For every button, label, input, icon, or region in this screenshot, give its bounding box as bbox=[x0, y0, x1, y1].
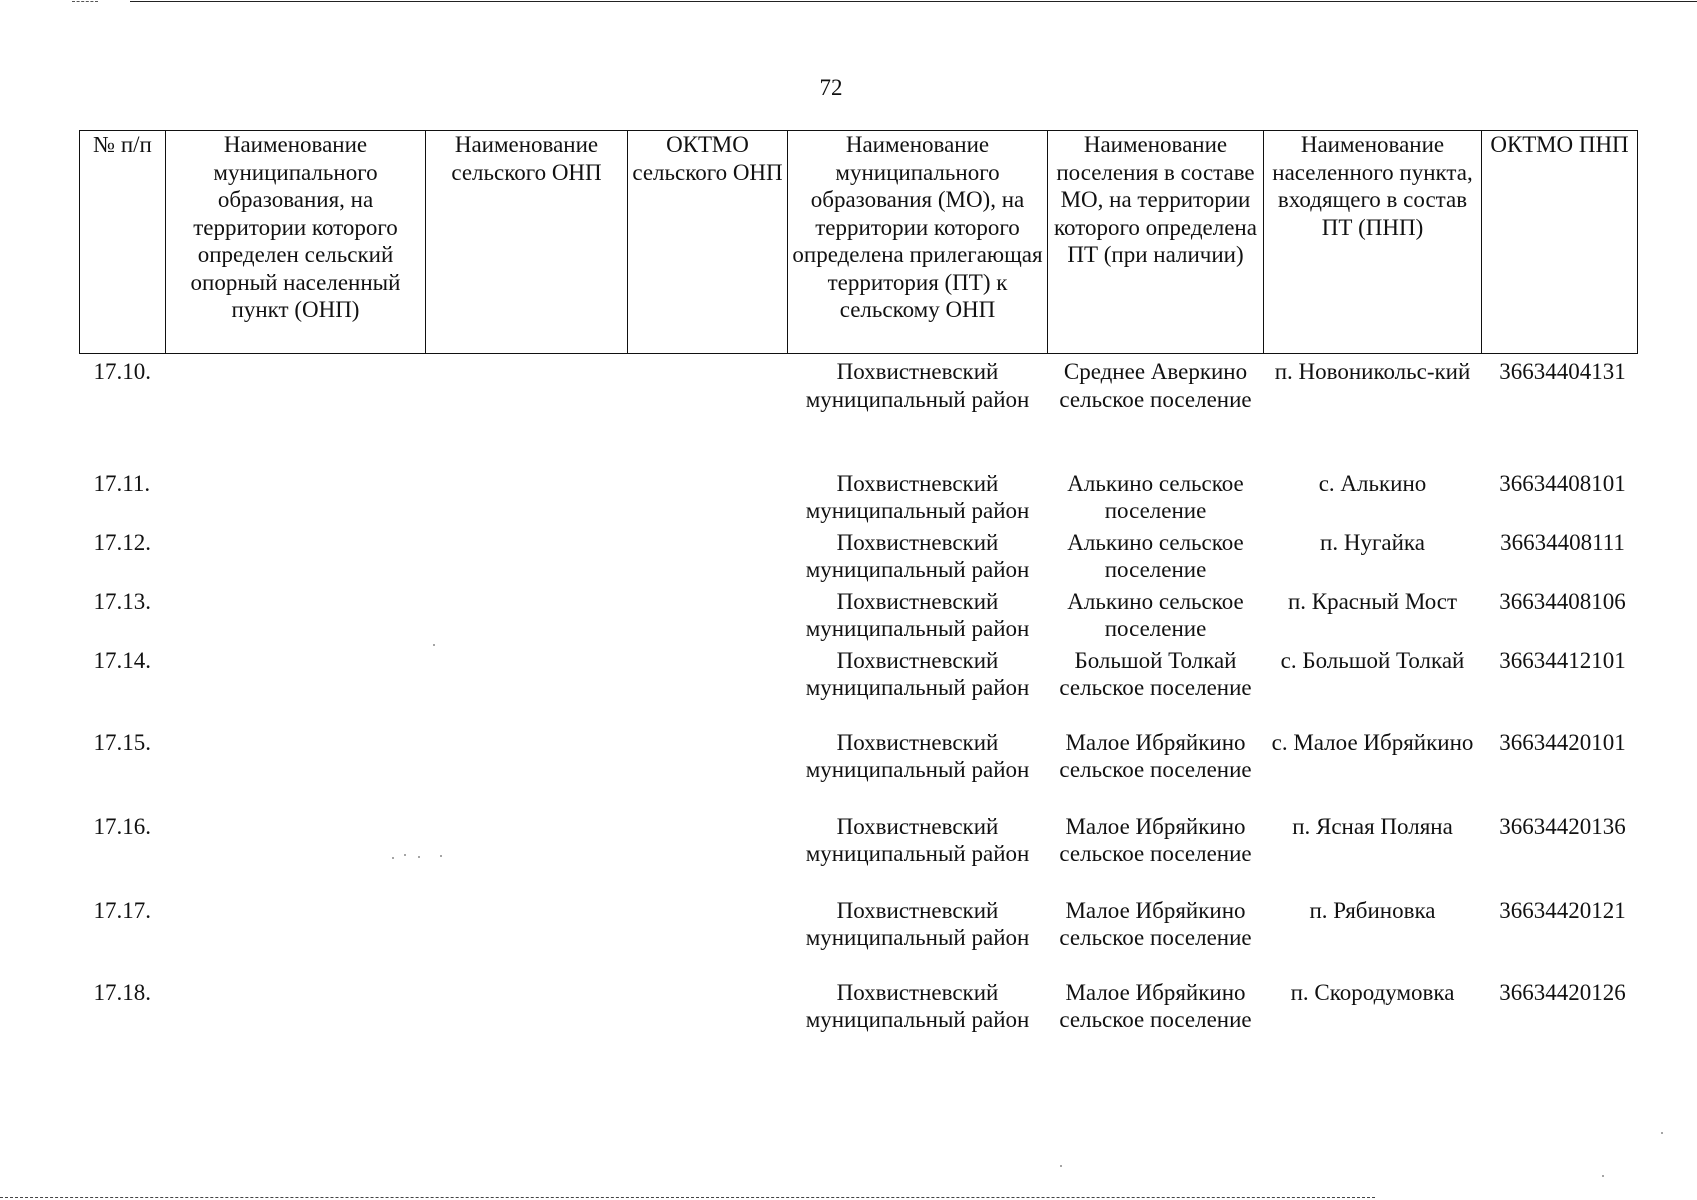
row-adjacent-mo: Похвистневский муниципальный район bbox=[805, 729, 1030, 782]
row-number: 17.12. bbox=[93, 529, 151, 555]
row-settlement: Малое Ибряйкино сельское поселение bbox=[1059, 813, 1252, 866]
row-onp-oktmo bbox=[628, 466, 788, 525]
row-settlement: Алькино сельское поселение bbox=[1067, 588, 1244, 641]
scan-speck bbox=[440, 855, 442, 857]
scan-speck bbox=[1060, 1165, 1062, 1167]
row-onp-oktmo bbox=[628, 893, 788, 975]
scan-top-dash bbox=[72, 1, 98, 2]
row-onp-name bbox=[426, 893, 628, 975]
row-number: 17.16. bbox=[93, 813, 151, 839]
table-row bbox=[80, 584, 1638, 643]
header-pnp-oktmo: ОКТМО ПНП bbox=[1482, 131, 1638, 354]
row-locality: с. Малое Ибряйкино bbox=[1271, 729, 1474, 755]
row-pnp-oktmo: 36634404131 bbox=[1499, 359, 1626, 384]
row-locality: с. Алькино bbox=[1318, 470, 1427, 496]
row-municipality bbox=[166, 466, 426, 525]
row-pnp-oktmo: 36634420136 bbox=[1499, 813, 1626, 839]
row-onp-name bbox=[426, 975, 628, 1055]
row-onp-oktmo bbox=[628, 643, 788, 725]
table-row bbox=[80, 893, 1638, 975]
table-header-row bbox=[80, 131, 1638, 354]
row-adjacent-mo: Похвистневский муниципальный район bbox=[805, 470, 1030, 523]
table-row bbox=[80, 809, 1638, 893]
row-locality: п. Нугайка bbox=[1320, 529, 1425, 555]
row-locality: с. Большой Толкай bbox=[1280, 647, 1465, 673]
table-row bbox=[80, 643, 1638, 725]
scan-bottom-rule bbox=[0, 1197, 1375, 1198]
row-adjacent-mo: Похвистневский муниципальный район bbox=[805, 529, 1030, 582]
row-onp-name bbox=[426, 643, 628, 725]
header-settlement: Наименование поселения в составе МО, на территории которого определена ПТ (при наличии) bbox=[1048, 131, 1264, 354]
header-adjacent-mo: Наименование муниципального образования (МО), на территории которого определена прилегающая территория (ПТ) к сельскому ОНП bbox=[788, 131, 1048, 354]
row-adjacent-mo: Похвистневский муниципальный район bbox=[805, 979, 1030, 1032]
row-onp-name bbox=[426, 354, 628, 466]
row-settlement: Малое Ибряйкино сельское поселение bbox=[1059, 979, 1252, 1032]
row-pnp-oktmo: 36634408111 bbox=[1500, 529, 1625, 555]
scan-speck bbox=[392, 857, 394, 859]
row-locality: п. Ясная Поляна bbox=[1292, 813, 1453, 839]
table-row bbox=[80, 525, 1638, 584]
row-number: 17.17. bbox=[93, 897, 151, 923]
row-onp-name bbox=[426, 466, 628, 525]
settlements-table bbox=[79, 130, 1638, 1055]
header-number: № п/п bbox=[80, 131, 166, 354]
row-municipality bbox=[166, 525, 426, 584]
scan-speck bbox=[418, 856, 420, 858]
row-onp-name bbox=[426, 525, 628, 584]
row-onp-oktmo bbox=[628, 354, 788, 466]
row-pnp-oktmo: 36634420121 bbox=[1499, 897, 1626, 923]
row-pnp-oktmo: 36634408101 bbox=[1499, 470, 1626, 496]
scan-speck bbox=[1661, 1132, 1663, 1134]
row-municipality bbox=[166, 354, 426, 466]
row-number: 17.15. bbox=[93, 729, 151, 755]
row-settlement: Большой Толкай сельское поселение bbox=[1059, 647, 1252, 700]
row-municipality bbox=[166, 725, 426, 809]
row-settlement: Малое Ибряйкино сельское поселение bbox=[1059, 729, 1252, 782]
row-onp-oktmo bbox=[628, 525, 788, 584]
row-municipality bbox=[166, 643, 426, 725]
header-locality: Наименование населенного пункта, входящего в состав ПТ (ПНП) bbox=[1264, 131, 1482, 354]
row-settlement: Среднее Аверкино сельское поселение bbox=[1059, 359, 1252, 412]
row-number: 17.18. bbox=[93, 979, 151, 1005]
row-number: 17.14. bbox=[93, 647, 151, 673]
row-locality: п. Новоникольс-кий bbox=[1274, 359, 1471, 384]
table-row bbox=[80, 725, 1638, 809]
row-onp-oktmo bbox=[628, 809, 788, 893]
table-row bbox=[80, 466, 1638, 525]
header-municipality: Наименование муниципального образования, на территории которого определен сельский опорный населенный пункт (ОНП) bbox=[166, 131, 426, 354]
row-onp-oktmo bbox=[628, 725, 788, 809]
scan-top-rule bbox=[130, 1, 1697, 2]
page-number: 72 bbox=[819, 75, 843, 100]
scan-speck bbox=[433, 644, 435, 646]
row-onp-name bbox=[426, 584, 628, 643]
row-adjacent-mo: Похвистневский муниципальный район bbox=[805, 897, 1030, 950]
row-settlement: Малое Ибряйкино сельское поселение bbox=[1059, 897, 1252, 950]
scan-speck bbox=[1602, 1175, 1604, 1177]
row-number: 17.11. bbox=[93, 470, 151, 496]
row-number: 17.10. bbox=[93, 359, 151, 384]
row-pnp-oktmo: 36634412101 bbox=[1499, 647, 1626, 673]
row-number: 17.13. bbox=[93, 588, 151, 614]
row-adjacent-mo: Похвистневский муниципальный район bbox=[805, 588, 1030, 641]
row-adjacent-mo: Похвистневский муниципальный район bbox=[805, 359, 1030, 412]
header-onp-oktmo: ОКТМО сельского ОНП bbox=[628, 131, 788, 354]
row-locality: п. Красный Мост bbox=[1287, 588, 1458, 614]
header-rural-onp-name: Наименование сельского ОНП bbox=[426, 131, 628, 354]
row-pnp-oktmo: 36634420101 bbox=[1499, 729, 1626, 755]
row-municipality bbox=[166, 893, 426, 975]
scan-speck bbox=[404, 854, 406, 856]
row-locality: п. Скородумовка bbox=[1290, 979, 1455, 1005]
row-municipality bbox=[166, 584, 426, 643]
row-onp-oktmo bbox=[628, 584, 788, 643]
table-row bbox=[80, 975, 1638, 1055]
row-settlement: Алькино сельское поселение bbox=[1067, 470, 1244, 523]
row-locality: п. Рябиновка bbox=[1309, 897, 1436, 923]
row-pnp-oktmo: 36634408106 bbox=[1499, 588, 1626, 614]
row-pnp-oktmo: 36634420126 bbox=[1499, 979, 1626, 1005]
table-row bbox=[80, 354, 1638, 466]
row-municipality bbox=[166, 975, 426, 1055]
row-onp-name bbox=[426, 809, 628, 893]
row-adjacent-mo: Похвистневский муниципальный район bbox=[805, 813, 1030, 866]
row-onp-name bbox=[426, 725, 628, 809]
row-municipality bbox=[166, 809, 426, 893]
row-settlement: Алькино сельское поселение bbox=[1067, 529, 1244, 582]
row-onp-oktmo bbox=[628, 975, 788, 1055]
row-adjacent-mo: Похвистневский муниципальный район bbox=[805, 647, 1030, 700]
